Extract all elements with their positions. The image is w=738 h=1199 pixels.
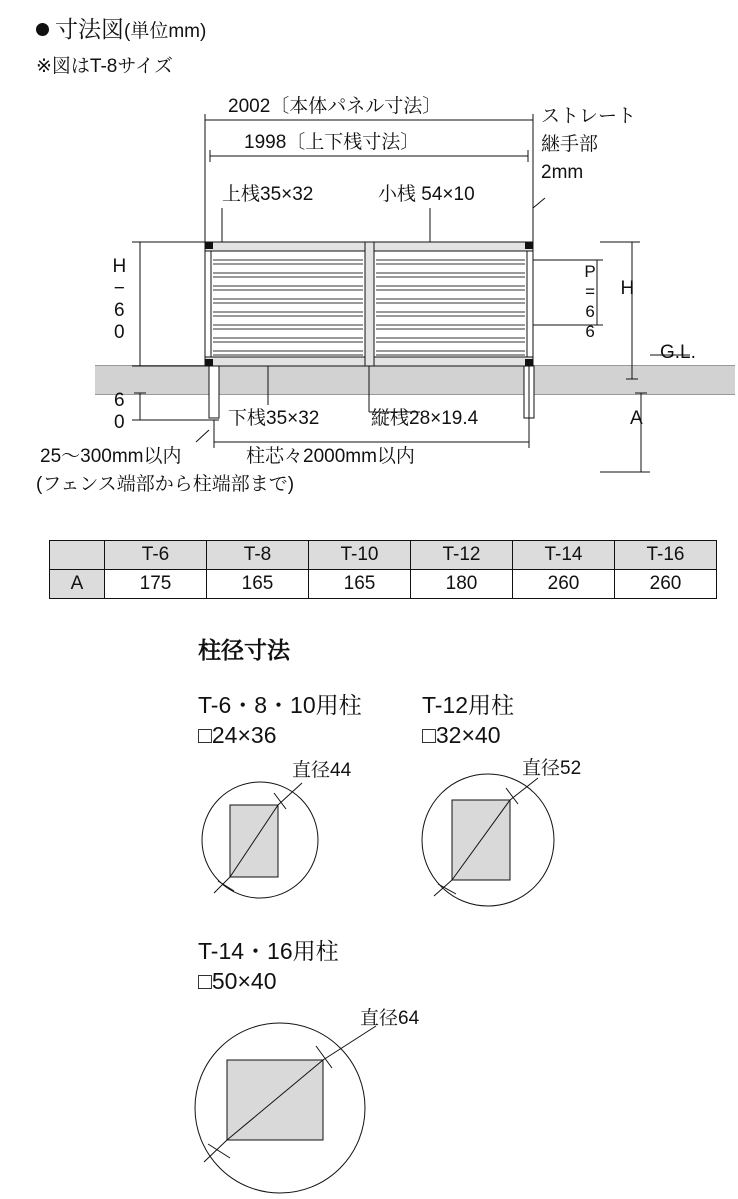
- post-item-0-name: T-6・8・10用柱: [198, 692, 362, 718]
- label-h: H: [616, 278, 638, 300]
- post-item-2-name: T-14・16用柱: [198, 938, 339, 964]
- table-header-cell-6: T-16: [615, 541, 717, 570]
- spec-table: [49, 540, 717, 599]
- table-header-row: [50, 541, 717, 570]
- page-title: 寸法図(単位mm): [36, 16, 206, 43]
- post-item-0-size: □24×36: [198, 722, 277, 748]
- table-cell-a-t12: 180: [411, 570, 513, 599]
- table-header-cell-3: T-10: [309, 541, 411, 570]
- post-item-1-size: □32×40: [422, 722, 501, 748]
- table-cell-a-t8: 165: [207, 570, 309, 599]
- table-cell-a-t10: 165: [309, 570, 411, 599]
- post-item-2-diameter: 直径64: [360, 1008, 420, 1029]
- table-header-cell-0: [50, 541, 105, 570]
- spec-table-wrap: [49, 540, 717, 599]
- post-item-2-figure: [180, 1020, 480, 1195]
- label-panel-width: 2002〔本体パネル寸法〕: [228, 96, 442, 117]
- bullet-icon: [36, 23, 49, 36]
- table-cell-a-t6: 175: [105, 570, 207, 599]
- post-item-1-name: T-12用柱: [422, 692, 515, 718]
- label-a: A: [625, 408, 647, 430]
- post-section-title: 柱径寸法: [198, 637, 290, 663]
- label-straight-joint-line2: 継手部: [541, 134, 599, 155]
- label-pitch: P=66: [580, 262, 600, 342]
- label-small-rail: 小桟 54×10: [378, 184, 475, 205]
- label-h-minus-60: H−60: [108, 256, 130, 344]
- post-item-1-diameter: 直径52: [522, 758, 582, 779]
- post-item-2-size: □50×40: [198, 968, 277, 994]
- post-item-0-figure: [190, 775, 370, 905]
- label-gl: G.L.: [660, 342, 696, 363]
- post-item-1-figure: [410, 772, 610, 907]
- table-header-cell-2: T-8: [207, 541, 309, 570]
- table-row: [50, 570, 717, 599]
- label-edge-note-2: (フェンス端部から柱端部まで): [36, 474, 295, 495]
- table-header-cell-4: T-12: [411, 541, 513, 570]
- table-header-cell-5: T-14: [513, 541, 615, 570]
- unit-note: (単位mm): [124, 21, 207, 42]
- label-vertical-rail: 縦桟28×19.4: [371, 408, 479, 429]
- label-rail-width: 1998〔上下桟寸法〕: [244, 132, 420, 153]
- table-row-label: A: [50, 570, 105, 599]
- label-bottom-rail: 下桟35×32: [228, 408, 320, 429]
- label-straight-joint-line3: 2mm: [541, 162, 584, 183]
- table-cell-a-t16: 260: [615, 570, 717, 599]
- label-straight-joint-line1: ストレート: [541, 106, 637, 127]
- label-edge-note: 25〜300mm以内: [40, 446, 182, 467]
- table-cell-a-t14: 260: [513, 570, 615, 599]
- size-note: ※図はT-8サイズ: [36, 56, 173, 77]
- label-post-spacing: 柱芯々2000mm以内: [246, 446, 415, 467]
- post-item-0-diameter: 直径44: [292, 760, 352, 781]
- fence-dimension-drawing: [0, 90, 738, 510]
- label-top-rail: 上桟35×32: [222, 184, 314, 205]
- label-60: 60: [108, 390, 130, 434]
- table-header-cell-1: T-6: [105, 541, 207, 570]
